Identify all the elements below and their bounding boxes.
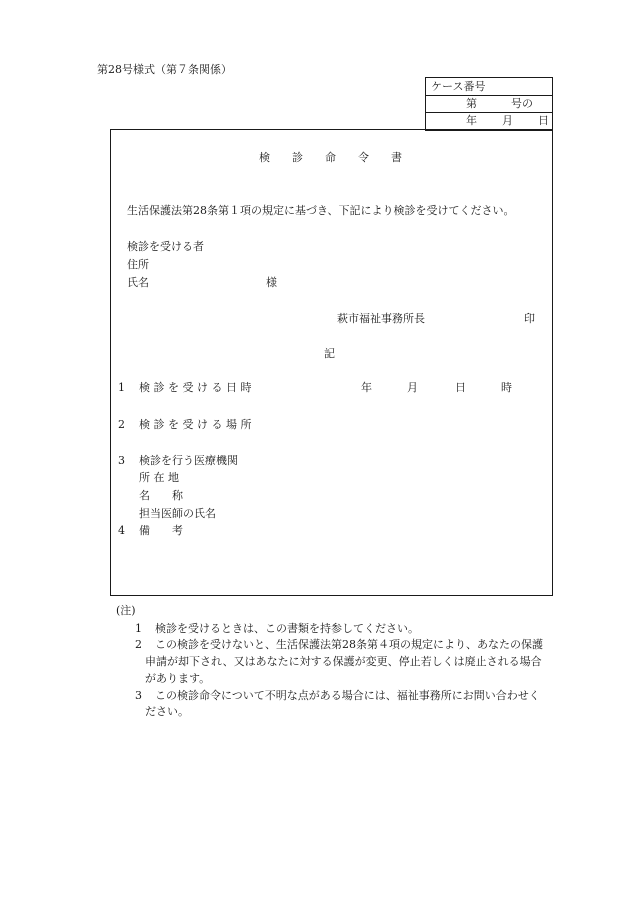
notes-header: (注) <box>116 604 136 617</box>
item-2-label: 検 診 を 受 け る 場 所 <box>139 418 252 431</box>
note-3-number: 3 <box>135 689 142 702</box>
name-label: 氏名 <box>127 276 149 289</box>
case-year: 年 <box>466 114 477 127</box>
case-number-box <box>425 77 553 131</box>
ki-heading: 記 <box>324 347 335 360</box>
case-date-row <box>426 112 552 129</box>
note-3-line-1: この検診命令について不明な点がある場合には、福祉事務所にお問い合わせく <box>155 689 540 702</box>
address-label: 住所 <box>127 258 149 271</box>
document-title: 検 診 命 令 書 <box>259 151 402 164</box>
case-dai: 第 <box>466 97 477 110</box>
item-3-label: 検診を行う医療機関 <box>139 454 238 467</box>
item-1-number: 1 <box>118 381 125 394</box>
exam-month: 月 <box>407 381 418 394</box>
exam-day: 日 <box>455 381 466 394</box>
note-2-number: 2 <box>135 638 142 651</box>
case-number-row <box>426 95 552 113</box>
item-1-label: 検 診 を 受 け る 日 時 <box>139 381 252 394</box>
case-number-label-row <box>426 78 552 96</box>
note-2-line-1: この検診を受けないと、生活保護法第28条第４項の規定により、あなたの保護 <box>155 638 543 651</box>
case-month: 月 <box>502 114 513 127</box>
note-1-number: 1 <box>135 622 142 635</box>
issuer-name: 萩市福祉事務所長 <box>337 312 425 325</box>
recipient-heading: 検診を受ける者 <box>127 240 204 253</box>
note-2-line-3: があります。 <box>145 672 211 685</box>
seal-mark: 印 <box>524 312 535 325</box>
doctor-name-label: 担当医師の氏名 <box>139 507 216 520</box>
case-number-label: ケース番号 <box>431 80 486 93</box>
institution-name-label: 名 称 <box>139 489 183 502</box>
exam-hour: 時 <box>501 381 512 394</box>
case-go-no: 号の <box>511 97 533 110</box>
item-2-number: 2 <box>118 418 125 431</box>
note-3-line-2: ださい。 <box>145 705 189 718</box>
exam-year: 年 <box>361 381 372 394</box>
case-day: 日 <box>538 114 549 127</box>
item-4-number: 4 <box>118 524 125 537</box>
honorific: 様 <box>266 276 277 289</box>
note-2-line-2: 申請が却下され、又はあなたに対する保護が変更、停止若しくは廃止される場合 <box>145 655 542 668</box>
note-1-line: 検診を受けるときは、この書類を持参してください。 <box>155 622 419 635</box>
institution-address-label: 所 在 地 <box>139 471 179 484</box>
item-4-label: 備 考 <box>139 524 183 537</box>
item-3-number: 3 <box>118 454 125 467</box>
intro-text: 生活保護法第28条第１項の規定に基づき、下記により検診を受けてください。 <box>127 204 515 217</box>
form-number: 第28号様式（第７条関係） <box>97 63 232 76</box>
